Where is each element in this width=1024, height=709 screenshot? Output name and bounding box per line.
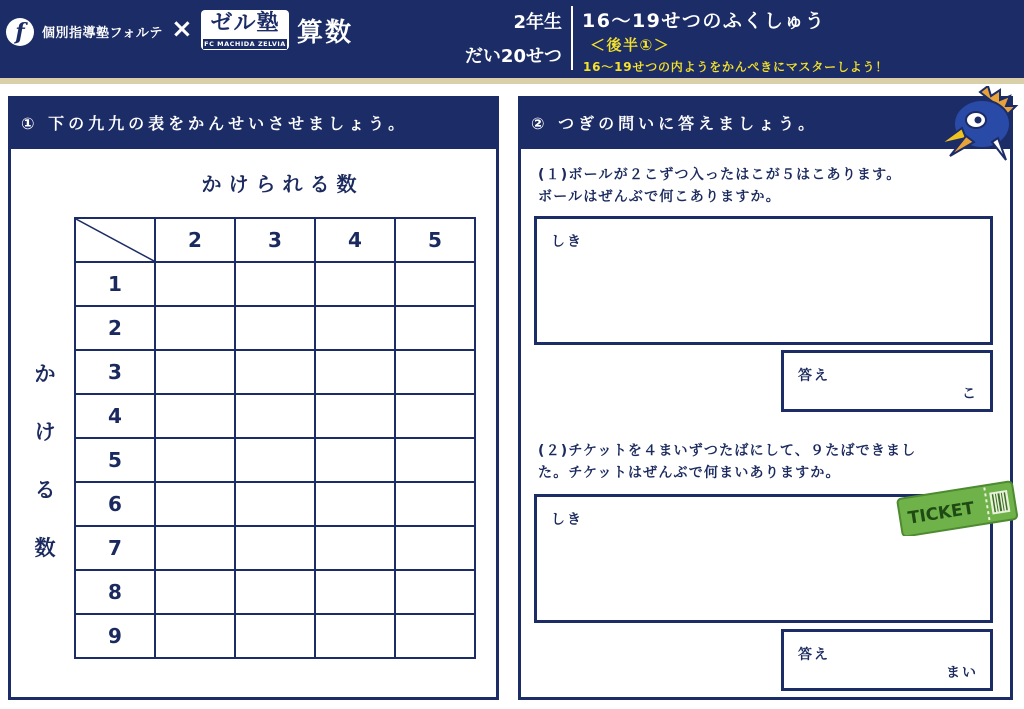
question-2-answer-box[interactable] [781,629,993,691]
answer-cell[interactable] [395,526,475,570]
header-bar [0,0,1024,78]
answer-cell[interactable] [395,614,475,658]
answer-cell[interactable] [315,306,395,350]
multiplicand-header: かけられる数 [201,172,364,196]
multiplication-panel-title: ① 下の九九の表をかんせいさせましょう。 [11,99,496,149]
row-label: 4 [75,394,155,438]
answer-unit: まい [946,665,978,681]
brand-logo-icon: f [6,18,34,46]
column-label: 4 [315,218,395,262]
row-label: 7 [75,526,155,570]
answer-cell[interactable] [395,306,475,350]
question-2-line: (２)チケットを４まいずつたばにして、９たばできまし [538,443,917,459]
subject-title: 算数 [297,18,354,48]
multiplier-header-char: 数 [34,536,56,560]
answer-cell[interactable] [155,526,235,570]
row-label: 1 [75,262,155,306]
question-1-text [538,164,901,208]
header-divider [571,6,573,70]
formula-label: しき [551,512,583,528]
multiplier-header-char: か [34,362,56,386]
answer-cell[interactable] [235,570,315,614]
answer-cell[interactable] [315,394,395,438]
answer-cell[interactable] [235,306,315,350]
answer-cell[interactable] [155,394,235,438]
answer-cell[interactable] [235,438,315,482]
topic-title: 16〜19せつのふくしゅう [582,10,826,32]
partner-logo-main: ゼル塾 [210,11,280,36]
table-row [75,482,475,526]
table-row [75,570,475,614]
multiplier-header-char: け [34,420,56,444]
answer-cell[interactable] [155,482,235,526]
answer-label: 答え [798,368,830,384]
multiplication-table [74,217,476,659]
partner-logo-sub: FC MACHIDA ZELVIA [204,40,286,48]
answer-cell[interactable] [315,614,395,658]
row-label: 3 [75,350,155,394]
table-header-row [75,218,475,262]
answer-cell[interactable] [315,262,395,306]
column-label: 2 [155,218,235,262]
table-row [75,438,475,482]
table-row [75,614,475,658]
answer-cell[interactable] [315,570,395,614]
question-1-formula-box[interactable] [534,216,993,345]
column-label: 3 [235,218,315,262]
answer-cell[interactable] [395,394,475,438]
answer-cell[interactable] [155,570,235,614]
answer-cell[interactable] [235,262,315,306]
answer-cell[interactable] [155,262,235,306]
grade-label: 2年生 [513,12,562,33]
multiplier-header-char: る [34,478,56,502]
answer-cell[interactable] [315,482,395,526]
answer-cell[interactable] [395,438,475,482]
answer-cell[interactable] [395,262,475,306]
word-problem-panel-title: ② つぎの問いに答えましょう。 [521,99,1010,149]
answer-cell[interactable] [235,394,315,438]
column-label: 5 [395,218,475,262]
answer-cell[interactable] [235,482,315,526]
table-row [75,526,475,570]
row-label: 5 [75,438,155,482]
answer-unit: こ [962,386,978,402]
collab-times-symbol: × [171,14,193,44]
answer-cell[interactable] [315,438,395,482]
ticket-icon [893,478,1021,536]
table-row [75,262,475,306]
header-stripe [0,78,1024,84]
mascot-bird-icon [936,86,1020,164]
table-row [75,350,475,394]
answer-cell[interactable] [155,614,235,658]
partner-logo [201,10,289,50]
table-row [75,306,475,350]
answer-cell[interactable] [395,350,475,394]
answer-cell[interactable] [155,350,235,394]
ticket-label: TICKET [906,498,976,529]
lesson-number: だい20せつ [464,46,562,67]
answer-cell[interactable] [155,438,235,482]
question-1-line: ボールはぜんぶで何こありますか。 [538,189,781,205]
question-1-answer-box[interactable] [781,350,993,412]
answer-cell[interactable] [315,526,395,570]
answer-cell[interactable] [395,482,475,526]
question-2-text [538,440,916,484]
topic-description: 16〜19せつの内ようをかんぺきにマスターしよう！ [583,60,889,74]
question-1-line: (１)ボールが２こずつ入ったはこが５はこあります。 [538,167,902,183]
row-label: 9 [75,614,155,658]
topic-subtitle: ＜後半①＞ [590,36,671,54]
answer-cell[interactable] [315,350,395,394]
multiplier-header [30,345,60,577]
brand-name: 個別指導塾フォルテ [42,26,163,41]
answer-cell[interactable] [235,350,315,394]
answer-cell[interactable] [235,614,315,658]
answer-label: 答え [798,647,830,663]
table-row [75,394,475,438]
row-label: 6 [75,482,155,526]
answer-cell[interactable] [235,526,315,570]
answer-cell[interactable] [155,306,235,350]
row-label: 8 [75,570,155,614]
answer-cell[interactable] [395,570,475,614]
question-2-line: た。チケットはぜんぶで何まいありますか。 [538,465,841,481]
table-corner-cell [75,218,155,262]
formula-label: しき [551,234,583,250]
row-label: 2 [75,306,155,350]
